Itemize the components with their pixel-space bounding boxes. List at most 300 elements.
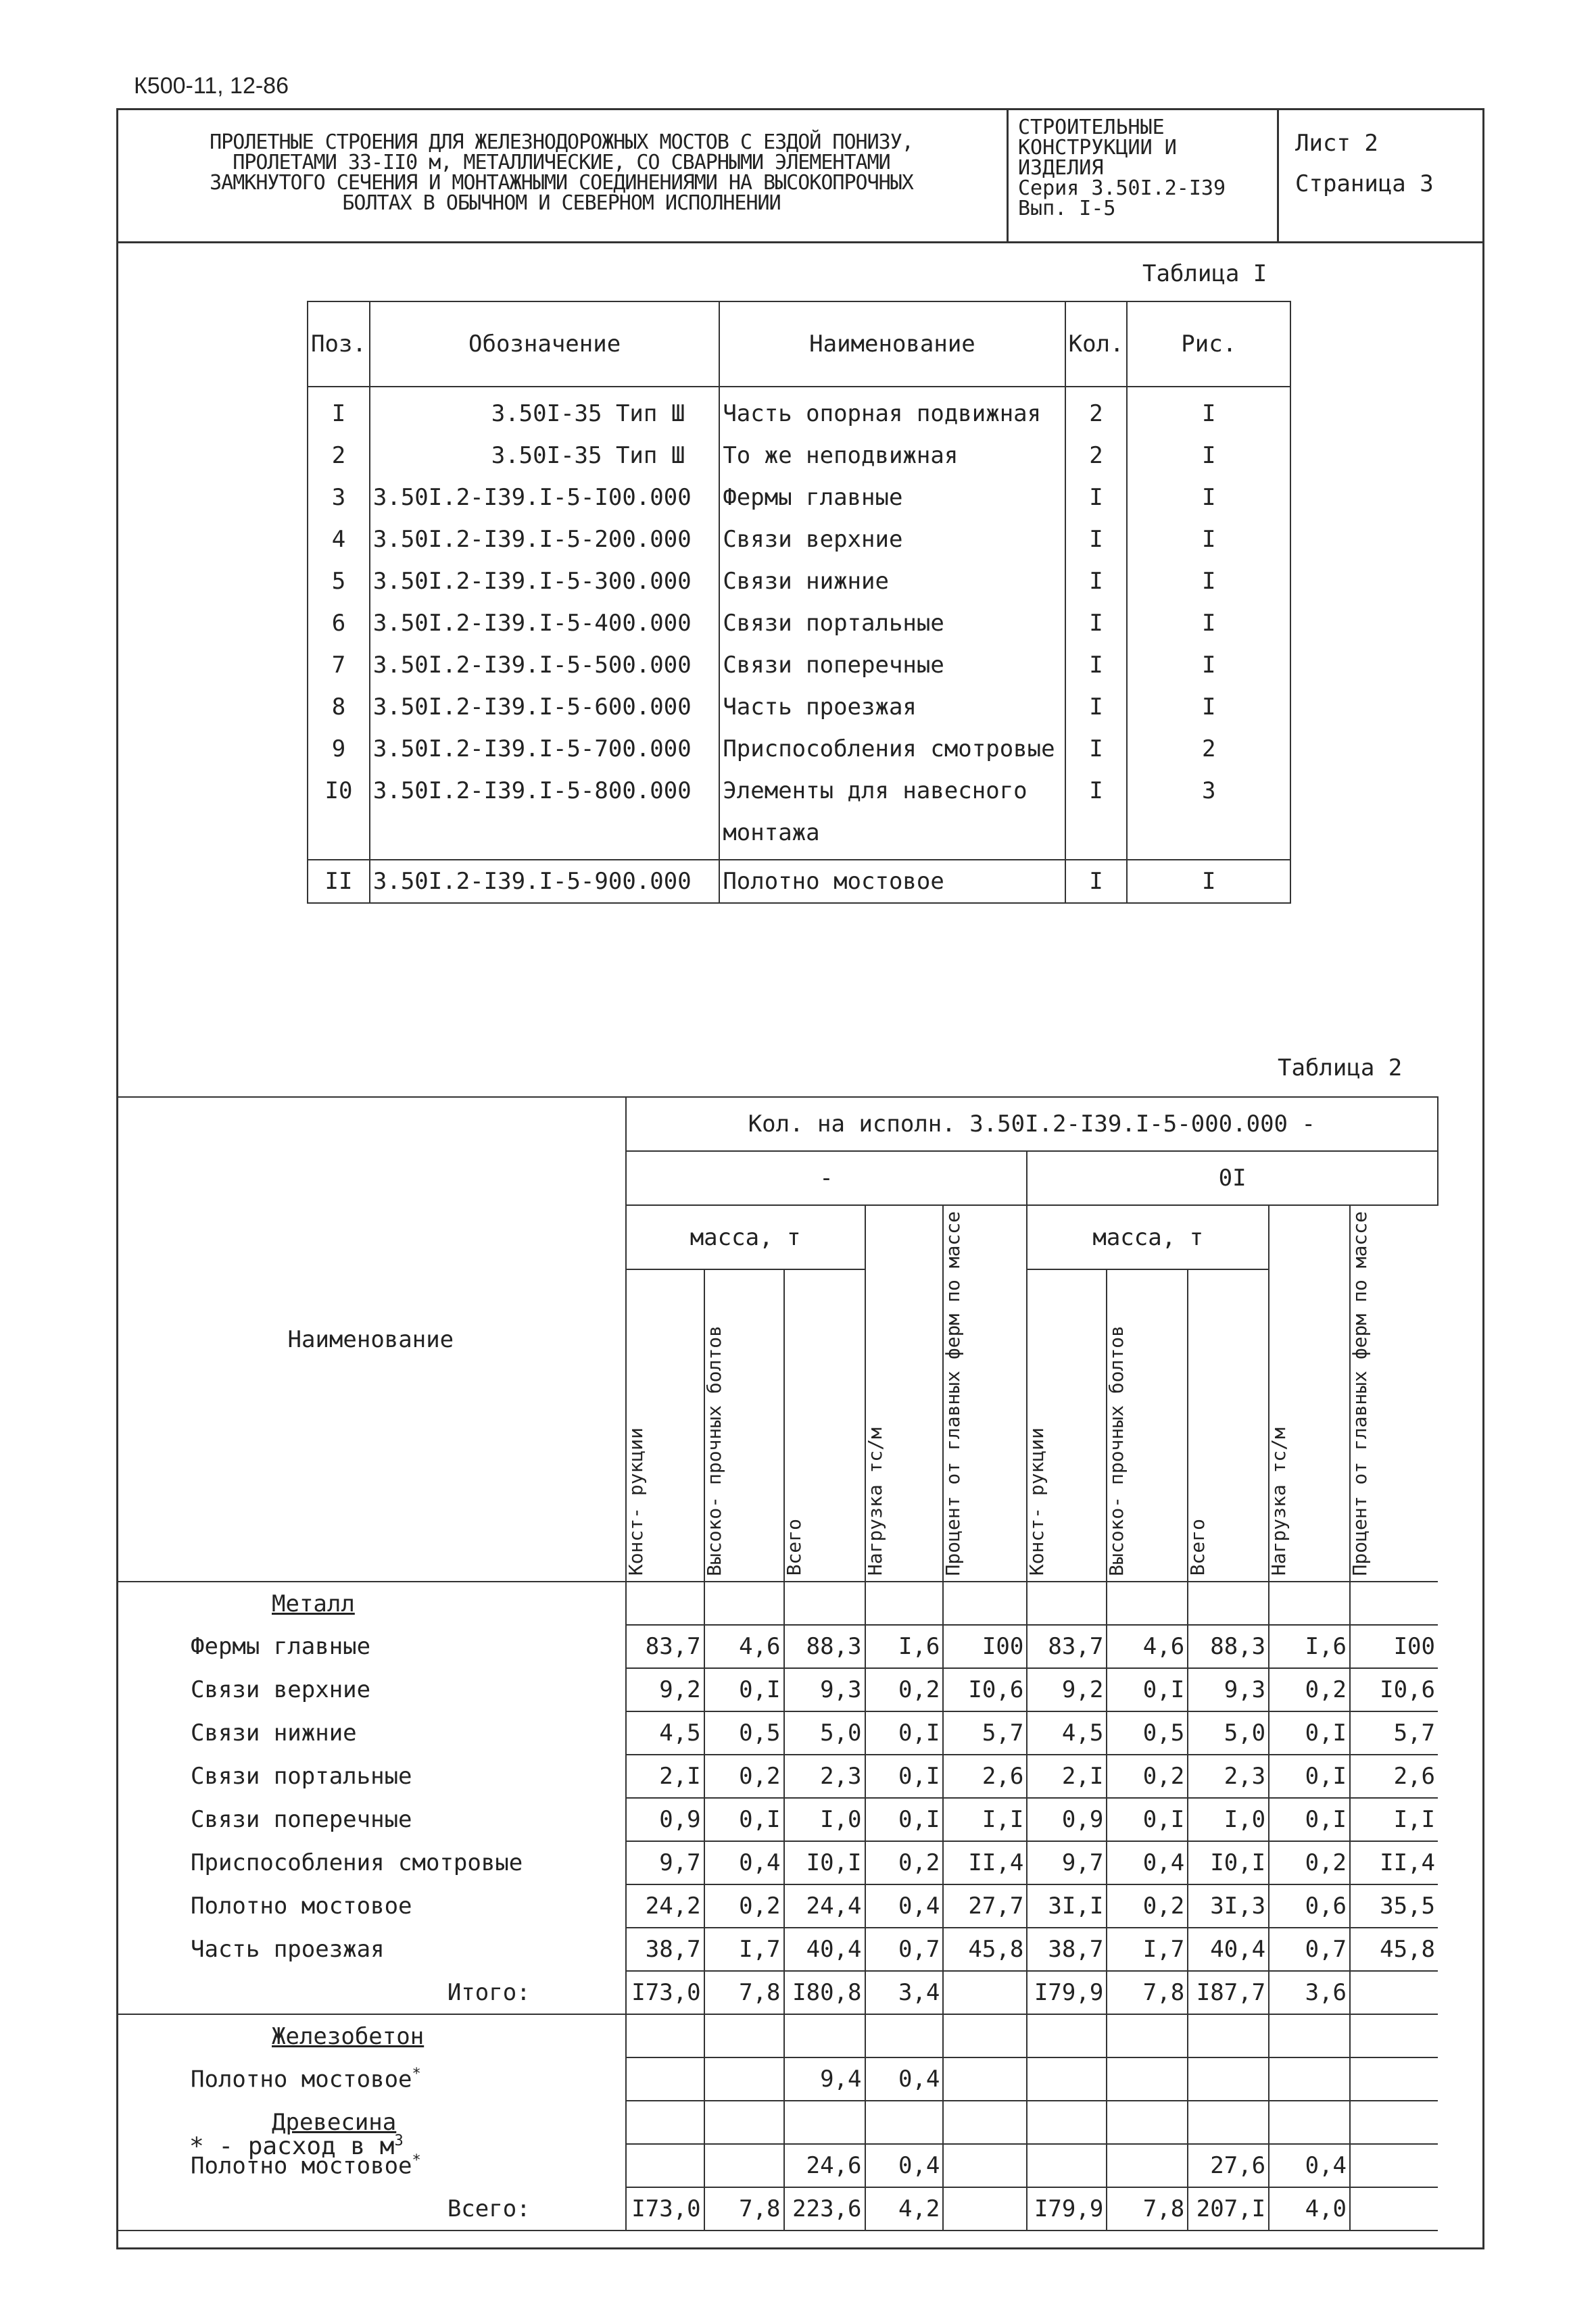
t1-cell: I bbox=[1065, 860, 1128, 903]
t2-cell: 7,8 bbox=[704, 2187, 784, 2231]
t2-cell bbox=[1107, 2144, 1188, 2187]
t2-cell: I0,I bbox=[784, 1841, 865, 1884]
t2-cell: 45,8 bbox=[1350, 1928, 1438, 1971]
t2-cell: 2,6 bbox=[1350, 1755, 1438, 1798]
t1-cell: 3.50I.2-I39.I-5-I00.000 bbox=[370, 477, 719, 518]
t2-cell: 0,2 bbox=[865, 1668, 944, 1711]
t1-cell: Связи нижние bbox=[719, 560, 1065, 602]
t2-cell: 40,4 bbox=[784, 1928, 865, 1971]
t2-name-text: Часть проезжая bbox=[191, 1936, 385, 1964]
t2-cell bbox=[1027, 2144, 1107, 2187]
t1-pad-cell bbox=[308, 854, 370, 860]
footnote-text: * - расход в м bbox=[189, 2133, 395, 2160]
t1-cell: 3.50I.2-I39.I-5-300.000 bbox=[370, 560, 719, 602]
t2-cell: 2,3 bbox=[784, 1755, 865, 1798]
t1-cell: То же неподвижная bbox=[719, 435, 1065, 477]
t1-pad-cell bbox=[370, 854, 719, 860]
t2-cell bbox=[1027, 2101, 1107, 2144]
t2-cell: 0,7 bbox=[1269, 1928, 1350, 1971]
t2-cell: 9,3 bbox=[784, 1668, 865, 1711]
t2-row bbox=[116, 1755, 1438, 1798]
t2-cell bbox=[1269, 2014, 1350, 2057]
t2-cell: I79,9 bbox=[1027, 2187, 1107, 2231]
t1-cell: I bbox=[1065, 560, 1128, 602]
t2-cell: I,6 bbox=[1269, 1625, 1350, 1668]
t1-row bbox=[308, 686, 1290, 728]
t2-name-cell bbox=[116, 1668, 626, 1711]
t2-star: * bbox=[412, 2152, 421, 2170]
t2-name-text: Полотно мостовое bbox=[191, 2152, 412, 2180]
t2-cell: I00 bbox=[1350, 1625, 1438, 1668]
t2-cell: 0,I bbox=[1269, 1798, 1350, 1841]
t2-cell: I79,9 bbox=[1027, 1971, 1107, 2014]
t2-cell: I0,6 bbox=[1350, 1668, 1438, 1711]
title-line: ПРОЛЕТНЫЕ СТРОЕНИЯ ДЛЯ ЖЕЛЕЗНОДОРОЖНЫХ МОСТОВ С ЕЗДОЙ ПОНИЗУ, bbox=[210, 130, 913, 154]
t2-name-text: Приспособления смотровые bbox=[191, 1849, 523, 1877]
t2-cell bbox=[1107, 2101, 1188, 2144]
t2-cell: 0,2 bbox=[1107, 1755, 1188, 1798]
t1-cell: 2 bbox=[1065, 387, 1128, 435]
t1-cell: I bbox=[1065, 770, 1128, 812]
t1-row bbox=[308, 435, 1290, 477]
t2-cell: 2,6 bbox=[943, 1755, 1027, 1798]
t1-cell: 9 bbox=[308, 728, 370, 770]
t2-constr-text: Конст- рукции bbox=[1025, 1428, 1048, 1576]
t2-cell: 223,6 bbox=[784, 2187, 865, 2231]
t2-cell: 0,9 bbox=[1027, 1798, 1107, 1841]
t2-cell bbox=[1269, 2057, 1350, 2101]
t2-name-cell bbox=[116, 1928, 626, 1971]
t1-cell: I bbox=[1065, 518, 1128, 560]
t2-cell bbox=[626, 2101, 704, 2144]
sheet-block bbox=[1279, 108, 1484, 243]
t2-load-header-b bbox=[1269, 1205, 1350, 1582]
t2-cell bbox=[943, 1971, 1027, 2014]
t1-cell: 3.50I.2-I39.I-5-200.000 bbox=[370, 518, 719, 560]
t1-pad-cell bbox=[1127, 854, 1290, 860]
t2-row bbox=[116, 1582, 1438, 1625]
t2-cell: 4,5 bbox=[626, 1711, 704, 1755]
t2-cell: 9,7 bbox=[626, 1841, 704, 1884]
t2-cell: I80,8 bbox=[784, 1971, 865, 2014]
t2-row bbox=[116, 2187, 1438, 2231]
t2-name-cell bbox=[116, 1884, 626, 1928]
t1-row bbox=[308, 477, 1290, 518]
t2-cell: 0,2 bbox=[704, 1884, 784, 1928]
t2-cell bbox=[704, 2101, 784, 2144]
t2-total-header-a bbox=[784, 1269, 865, 1582]
t1-cell: Связи портальные bbox=[719, 602, 1065, 644]
t2-cell: I00 bbox=[943, 1625, 1027, 1668]
t2-name-text: Всего: bbox=[447, 2195, 531, 2222]
t2-cell bbox=[1027, 2057, 1107, 2101]
t2-constr-header-a bbox=[626, 1269, 704, 1582]
t2-cell bbox=[865, 2101, 944, 2144]
t1-cell: 3.50I-35 Тип Ш bbox=[370, 387, 719, 435]
t2-cell: 9,2 bbox=[1027, 1668, 1107, 1711]
page-number: Страница 3 bbox=[1295, 170, 1434, 197]
t2-cell: 0,2 bbox=[1269, 1668, 1350, 1711]
t1-cell: 3.50I.2-I39.I-5-500.000 bbox=[370, 644, 719, 686]
t2-cell bbox=[704, 1582, 784, 1625]
t2-cell: 0,2 bbox=[704, 1755, 784, 1798]
t2-load-text: Нагрузка тс/м bbox=[1267, 1428, 1290, 1576]
footnote bbox=[189, 2133, 404, 2160]
t2-cell: 0,I bbox=[1269, 1711, 1350, 1755]
title-line: ЗАМКНУТОГО СЕЧЕНИЯ И МОНТАЖНЫМИ СОЕДИНЕНИЯМИ НА ВЫСОКОПРОЧНЫХ bbox=[210, 171, 913, 195]
t2-cell: I,7 bbox=[1107, 1928, 1188, 1971]
t2-cell: II,4 bbox=[943, 1841, 1027, 1884]
t2-cell: 4,5 bbox=[1027, 1711, 1107, 1755]
t2-name-text: Связи портальные bbox=[191, 1763, 412, 1790]
t2-cell: 4,0 bbox=[1269, 2187, 1350, 2231]
t2-constr-text: Конст- рукции bbox=[624, 1428, 647, 1576]
table1 bbox=[307, 301, 1291, 904]
t2-cell: I,I bbox=[1350, 1798, 1438, 1841]
t1-cell: 7 bbox=[308, 644, 370, 686]
t1-row bbox=[308, 770, 1290, 812]
t2-cell: 0,I bbox=[1269, 1755, 1350, 1798]
t2-cell: I,6 bbox=[865, 1625, 944, 1668]
series-line: КОНСТРУКЦИИ И bbox=[1018, 136, 1177, 160]
t2-name-text: Фермы главные bbox=[191, 1633, 371, 1661]
t1-cell: монтажа bbox=[719, 812, 1065, 854]
t2-cell: 0,I bbox=[1107, 1668, 1188, 1711]
t2-cell bbox=[704, 2014, 784, 2057]
t2-cell bbox=[1350, 2101, 1438, 2144]
t2-cell: 3,4 bbox=[865, 1971, 944, 2014]
t1-cell: 3.50I.2-I39.I-5-800.000 bbox=[370, 770, 719, 812]
t2-cell: 5,0 bbox=[1188, 1711, 1269, 1755]
t1-cell: I bbox=[1127, 518, 1290, 560]
t2-cell: I87,7 bbox=[1188, 1971, 1269, 2014]
t2-cell bbox=[1188, 1582, 1269, 1625]
t2-cell: 88,3 bbox=[784, 1625, 865, 1668]
t2-cell bbox=[1107, 2057, 1188, 2101]
t2-name-cell bbox=[116, 1625, 626, 1668]
t2-cell: 45,8 bbox=[943, 1928, 1027, 1971]
title-block bbox=[116, 108, 1009, 243]
t2-total-text: Всего bbox=[782, 1519, 805, 1576]
t2-bolts-header-b bbox=[1107, 1269, 1188, 1582]
table2 bbox=[116, 1096, 1438, 2231]
t2-cell bbox=[943, 2187, 1027, 2231]
t2-load-text: Нагрузка тс/м bbox=[863, 1428, 886, 1576]
t1-cell: I bbox=[1065, 477, 1128, 518]
t2-cell bbox=[626, 1582, 704, 1625]
t2-cell bbox=[865, 1582, 944, 1625]
t2-cell bbox=[784, 1582, 865, 1625]
t2-cell bbox=[1188, 2014, 1269, 2057]
t2-mass-header-a: масса, т bbox=[626, 1205, 865, 1269]
t2-cell: 0,I bbox=[704, 1798, 784, 1841]
t2-name-cell bbox=[116, 1755, 626, 1798]
t2-name-text: Железобетон bbox=[272, 2022, 425, 2050]
t2-cell bbox=[1350, 2014, 1438, 2057]
t2-bolts-text: Высоко- прочных болтов bbox=[702, 1325, 725, 1576]
series-line: ИЗДЕЛИЯ bbox=[1018, 156, 1104, 180]
t1-pad-cell bbox=[1065, 854, 1128, 860]
t2-cell: 0,2 bbox=[1107, 1884, 1188, 1928]
t2-name-text: Полотно мостовое bbox=[191, 2066, 412, 2093]
t1-cell: 6 bbox=[308, 602, 370, 644]
t2-cell: 0,6 bbox=[1269, 1884, 1350, 1928]
t2-cell bbox=[626, 2014, 704, 2057]
t2-constr-header-b bbox=[1027, 1269, 1107, 1582]
t1-cell: Связи поперечные bbox=[719, 644, 1065, 686]
series-line: Серия 3.50I.2-I39 bbox=[1018, 176, 1226, 200]
t1-cell: I bbox=[308, 387, 370, 435]
t2-cell: 0,I bbox=[1107, 1798, 1188, 1841]
t1-cell: 3.50I.2-I39.I-5-400.000 bbox=[370, 602, 719, 644]
t1-cell: I bbox=[1127, 477, 1290, 518]
t2-name-cell bbox=[116, 1841, 626, 1884]
t1-header-cell: Обозначение bbox=[370, 301, 719, 387]
t2-cell: I0,I bbox=[1188, 1841, 1269, 1884]
t2-name-text: Связи нижние bbox=[191, 1720, 357, 1747]
t2-cell bbox=[626, 2057, 704, 2101]
t2-cell bbox=[943, 2101, 1027, 2144]
t1-cell: 3.50I.2-I39.I-5-700.000 bbox=[370, 728, 719, 770]
t2-cell bbox=[626, 2144, 704, 2187]
t2-cell bbox=[1188, 2057, 1269, 2101]
t1-cell: Полотно мостовое bbox=[719, 860, 1065, 903]
t2-cell: 207,I bbox=[1188, 2187, 1269, 2231]
t2-cell bbox=[943, 2057, 1027, 2101]
t2-row bbox=[116, 1841, 1438, 1884]
t2-cell: I0,6 bbox=[943, 1668, 1027, 1711]
t1-cell: Приспособления смотровые bbox=[719, 728, 1065, 770]
t2-name-header: Наименование bbox=[116, 1097, 626, 1582]
t2-row bbox=[116, 1798, 1438, 1841]
t2-cell bbox=[1107, 2014, 1188, 2057]
document-code: К500-11, 12-86 bbox=[134, 73, 289, 99]
t2-cell bbox=[1027, 2014, 1107, 2057]
t1-cell: 8 bbox=[308, 686, 370, 728]
t1-cell: I bbox=[1065, 728, 1128, 770]
t1-cell: 2 bbox=[308, 435, 370, 477]
t1-cell: I bbox=[1065, 644, 1128, 686]
sheet-number: Лист 2 bbox=[1295, 130, 1378, 157]
t2-cell bbox=[943, 2144, 1027, 2187]
t1-cell: 4 bbox=[308, 518, 370, 560]
t1-row bbox=[308, 387, 1290, 435]
t1-cell: I bbox=[1127, 860, 1290, 903]
t2-cell bbox=[943, 1582, 1027, 1625]
t2-cell bbox=[1027, 1582, 1107, 1625]
t2-cell bbox=[1350, 2187, 1438, 2231]
t2-cell: 7,8 bbox=[1107, 2187, 1188, 2231]
t1-cell: I bbox=[1065, 686, 1128, 728]
t2-bolts-header-a bbox=[704, 1269, 784, 1582]
t2-cell bbox=[1107, 1582, 1188, 1625]
t2-name-cell bbox=[116, 2014, 626, 2057]
t1-cell: 2 bbox=[1127, 728, 1290, 770]
t2-cell: 27,6 bbox=[1188, 2144, 1269, 2187]
t1-row bbox=[308, 602, 1290, 644]
t2-cell: 0,4 bbox=[865, 2057, 944, 2101]
t2-cell: 24,4 bbox=[784, 1884, 865, 1928]
t1-cell: I bbox=[1127, 644, 1290, 686]
t2-name-text: Итого: bbox=[447, 1978, 531, 2006]
t2-cell: 24,6 bbox=[784, 2144, 865, 2187]
t2-cell: I73,0 bbox=[626, 1971, 704, 2014]
t2-cell: 24,2 bbox=[626, 1884, 704, 1928]
t1-row bbox=[308, 518, 1290, 560]
t2-cell bbox=[1350, 2144, 1438, 2187]
t1-cell: 3 bbox=[1127, 770, 1290, 812]
t1-cell: 5 bbox=[308, 560, 370, 602]
t2-cell: 0,I bbox=[865, 1798, 944, 1841]
t2-cell: 4,6 bbox=[1107, 1625, 1188, 1668]
t1-cell: I bbox=[1127, 560, 1290, 602]
t2-cell: 9,2 bbox=[626, 1668, 704, 1711]
t2-load-header-a bbox=[865, 1205, 944, 1582]
t2-cell: 7,8 bbox=[704, 1971, 784, 2014]
t2-cell bbox=[704, 2057, 784, 2101]
title-line: БОЛТАХ В ОБЫЧНОМ И СЕВЕРНОМ ИСПОЛНЕНИИ bbox=[342, 191, 781, 215]
t2-cell: 2,3 bbox=[1188, 1755, 1269, 1798]
t2-name-text: Древесина bbox=[272, 2109, 397, 2137]
t1-header-cell: Поз. bbox=[308, 301, 370, 387]
t1-header-cell: Кол. bbox=[1065, 301, 1128, 387]
t2-cell bbox=[704, 2144, 784, 2187]
t2-cell: 9,3 bbox=[1188, 1668, 1269, 1711]
t2-name-text: Связи верхние bbox=[191, 1676, 371, 1704]
t2-cell: 0,2 bbox=[865, 1841, 944, 1884]
t2-top-header: Кол. на исполн. 3.50I.2-I39.I-5-000.000 - bbox=[626, 1097, 1438, 1151]
t2-cell: 35,5 bbox=[1350, 1884, 1438, 1928]
t2-cell: 0,I bbox=[865, 1711, 944, 1755]
t2-cell: 0,4 bbox=[865, 2144, 944, 2187]
title-line: ПРОЛЕТАМИ 33-II0 м, МЕТАЛЛИЧЕСКИЕ, СО СВАРНЫМИ ЭЛЕМЕНТАМИ bbox=[233, 151, 890, 174]
t1-header-cell: Рис. bbox=[1127, 301, 1290, 387]
t2-cell: 0,4 bbox=[704, 1841, 784, 1884]
t2-variant-a: - bbox=[626, 1151, 1027, 1205]
t2-cell: 3I,3 bbox=[1188, 1884, 1269, 1928]
t2-cell: 0,9 bbox=[626, 1798, 704, 1841]
t1-cell bbox=[1127, 812, 1290, 854]
t2-cell: 4,2 bbox=[865, 2187, 944, 2231]
t2-cell bbox=[943, 2014, 1027, 2057]
t1-cell: I bbox=[1127, 602, 1290, 644]
t2-cell: 3,6 bbox=[1269, 1971, 1350, 2014]
t2-cell: 27,7 bbox=[943, 1884, 1027, 1928]
t2-cell: 0,2 bbox=[1269, 1841, 1350, 1884]
t1-row bbox=[308, 728, 1290, 770]
t1-row bbox=[308, 812, 1290, 854]
t2-total-header-b bbox=[1188, 1269, 1269, 1582]
t2-cell: 7,8 bbox=[1107, 1971, 1188, 2014]
t2-name-cell bbox=[116, 2187, 626, 2231]
t2-cell: 88,3 bbox=[1188, 1625, 1269, 1668]
t1-pad-cell bbox=[719, 854, 1065, 860]
t2-row bbox=[116, 1625, 1438, 1668]
t1-row bbox=[308, 644, 1290, 686]
t2-cell: 38,7 bbox=[626, 1928, 704, 1971]
t1-cell: Фермы главные bbox=[719, 477, 1065, 518]
t2-cell: 0,5 bbox=[1107, 1711, 1188, 1755]
t2-cell: 5,7 bbox=[943, 1711, 1027, 1755]
table1-caption: Таблица I bbox=[1142, 260, 1267, 287]
t2-cell: 5,7 bbox=[1350, 1711, 1438, 1755]
t2-cell: 0,5 bbox=[704, 1711, 784, 1755]
t1-cell: I bbox=[1065, 602, 1128, 644]
t2-cell bbox=[1350, 1971, 1438, 2014]
t2-variant-b: 0I bbox=[1027, 1151, 1438, 1205]
t2-name-text: Металл bbox=[272, 1590, 355, 1617]
t2-cell: 5,0 bbox=[784, 1711, 865, 1755]
t1-cell bbox=[1065, 812, 1128, 854]
t1-cell: Часть опорная подвижная bbox=[719, 387, 1065, 435]
t2-star: * bbox=[412, 2066, 421, 2083]
t1-cell: Часть проезжая bbox=[719, 686, 1065, 728]
t2-cell bbox=[784, 2101, 865, 2144]
t2-cell: II,4 bbox=[1350, 1841, 1438, 1884]
t2-row bbox=[116, 1884, 1438, 1928]
t2-cell: 0,4 bbox=[1269, 2144, 1350, 2187]
t2-cell bbox=[784, 2014, 865, 2057]
t1-row bbox=[308, 560, 1290, 602]
t2-cell bbox=[1350, 1582, 1438, 1625]
t2-cell: 83,7 bbox=[626, 1625, 704, 1668]
t2-cell: 83,7 bbox=[1027, 1625, 1107, 1668]
t2-cell bbox=[1350, 2057, 1438, 2101]
t1-cell: 3.50I.2-I39.I-5-600.000 bbox=[370, 686, 719, 728]
t2-cell: 2,I bbox=[626, 1755, 704, 1798]
t2-name-text: Полотно мостовое bbox=[191, 1893, 412, 1920]
t2-row bbox=[116, 1668, 1438, 1711]
t2-row bbox=[116, 2057, 1438, 2101]
t2-row bbox=[116, 1928, 1438, 1971]
t2-cell bbox=[1188, 2101, 1269, 2144]
t2-name-cell bbox=[116, 1582, 626, 1625]
t2-name-cell bbox=[116, 1711, 626, 1755]
t2-cell: I,I bbox=[943, 1798, 1027, 1841]
t2-cell: 9,4 bbox=[784, 2057, 865, 2101]
t2-cell bbox=[1269, 1582, 1350, 1625]
t1-cell: I0 bbox=[308, 770, 370, 812]
t2-cell bbox=[1269, 2101, 1350, 2144]
t2-pct-text: Процент от главных ферм по массе bbox=[1349, 1211, 1372, 1576]
t2-cell bbox=[865, 2014, 944, 2057]
t1-cell: 2 bbox=[1065, 435, 1128, 477]
t2-name-cell bbox=[116, 1971, 626, 2014]
t1-cell: II bbox=[308, 860, 370, 903]
table2-caption: Таблица 2 bbox=[1278, 1054, 1403, 1081]
t2-cell: I,0 bbox=[784, 1798, 865, 1841]
t2-cell: 3I,I bbox=[1027, 1884, 1107, 1928]
t1-cell: Связи верхние bbox=[719, 518, 1065, 560]
t1-cell bbox=[370, 812, 719, 854]
t1-row bbox=[308, 860, 1290, 903]
t1-cell: Элементы для навесного bbox=[719, 770, 1065, 812]
t2-cell: 0,I bbox=[865, 1755, 944, 1798]
t1-cell: I bbox=[1127, 435, 1290, 477]
t2-cell: 38,7 bbox=[1027, 1928, 1107, 1971]
series-line: СТРОИТЕЛЬНЫЕ bbox=[1018, 116, 1165, 139]
t2-row bbox=[116, 2014, 1438, 2057]
t2-cell: 9,7 bbox=[1027, 1841, 1107, 1884]
t2-pct-header-a bbox=[943, 1205, 1027, 1582]
t2-name-cell bbox=[116, 2057, 626, 2101]
t2-total-text: Всего bbox=[1186, 1519, 1209, 1576]
t2-bolts-text: Высоко- прочных болтов bbox=[1105, 1325, 1128, 1576]
series-line: Вып. I-5 bbox=[1018, 197, 1116, 220]
footnote-sup: 3 bbox=[394, 2133, 404, 2149]
t2-cell: 0,I bbox=[704, 1668, 784, 1711]
t1-cell: 3 bbox=[308, 477, 370, 518]
